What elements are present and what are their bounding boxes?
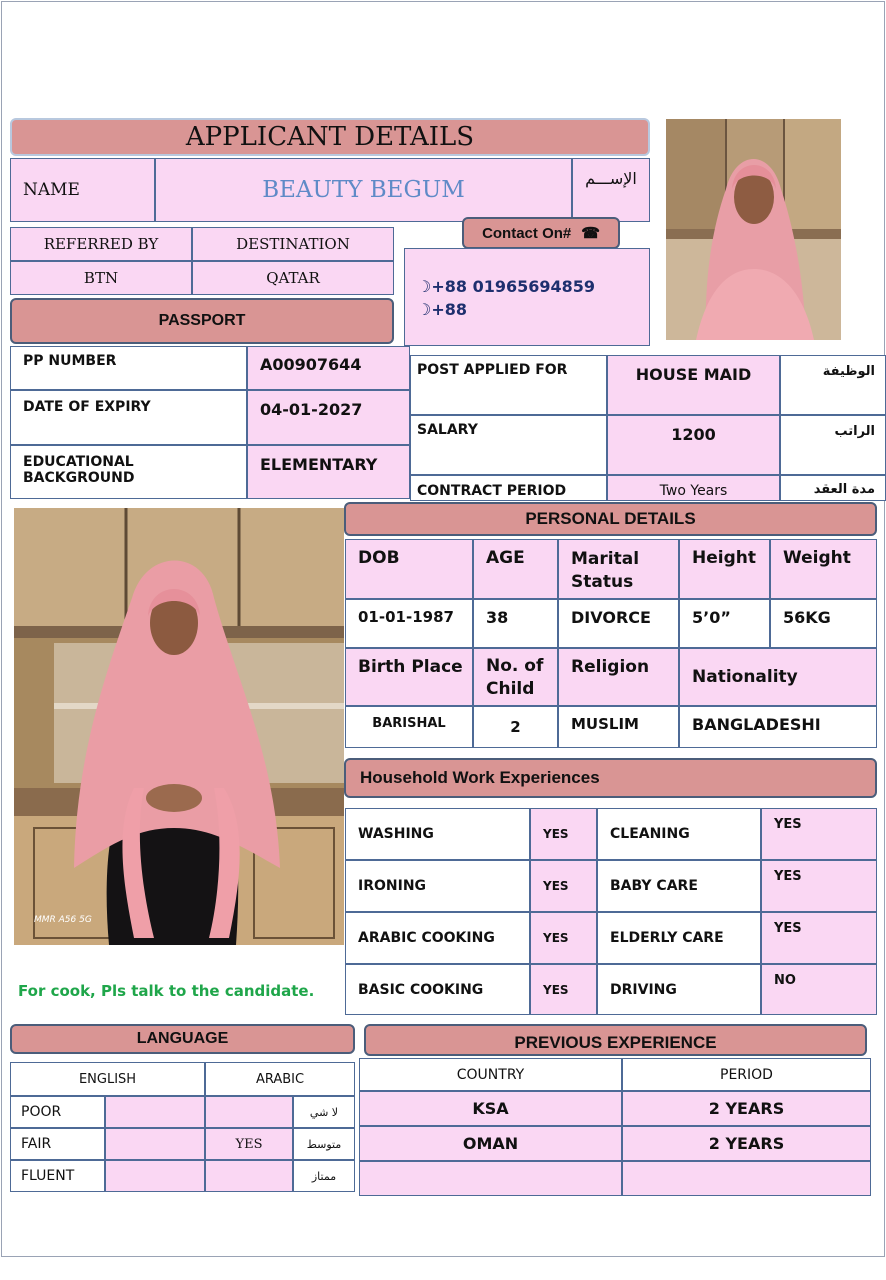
passport-header: PASSPORT xyxy=(10,298,394,344)
language-english-value xyxy=(105,1160,205,1192)
nationality-label: Nationality xyxy=(679,648,877,706)
phone-number-2[interactable]: ☽+88 xyxy=(417,300,468,319)
age-label: AGE xyxy=(473,539,558,599)
previous-period: 2 YEARS xyxy=(622,1126,871,1161)
language-header: LANGUAGE xyxy=(10,1024,355,1054)
household-header: Household Work Experiences xyxy=(344,758,877,798)
marital-value: DIVORCE xyxy=(558,599,679,648)
country-column-header: COUNTRY xyxy=(359,1058,622,1091)
dob-label: DOB xyxy=(345,539,473,599)
household-row-left-label: WASHING xyxy=(345,808,530,860)
previous-experience-header: PREVIOUS EXPERIENCE xyxy=(364,1024,867,1056)
language-arabic-value xyxy=(205,1096,293,1128)
household-row-left-label: ARABIC COOKING xyxy=(345,912,530,964)
previous-country: KSA xyxy=(359,1091,622,1126)
applicant-portrait-photo xyxy=(666,119,841,340)
previous-country: OMAN xyxy=(359,1126,622,1161)
previous-country xyxy=(359,1161,622,1196)
applicant-full-photo xyxy=(14,508,344,945)
household-row-right-value: YES xyxy=(761,860,877,912)
language-arabic-value: YES xyxy=(205,1128,293,1160)
previous-period xyxy=(622,1161,871,1196)
pp-number-label: PP NUMBER xyxy=(10,346,247,390)
dob-value: 01-01-1987 xyxy=(345,599,473,648)
children-value: 2 xyxy=(473,706,558,748)
religion-value: MUSLIM xyxy=(558,706,679,748)
post-label: POST APPLIED FOR xyxy=(410,355,607,415)
religion-label: Religion xyxy=(558,648,679,706)
household-row-right-value: NO xyxy=(761,964,877,1015)
contract-label: CONTRACT PERIOD xyxy=(410,475,607,501)
phone-icon: ☎ xyxy=(581,225,600,242)
birthplace-value: BARISHAL xyxy=(345,706,473,748)
language-level-label: FLUENT xyxy=(10,1160,105,1192)
weight-value: 56KG xyxy=(770,599,877,648)
name-label: NAME xyxy=(10,158,155,222)
expiry-label: DATE OF EXPIRY xyxy=(10,390,247,445)
referred-by-value: BTN xyxy=(10,261,192,295)
household-row-left-value: YES xyxy=(530,808,597,860)
birthplace-label: Birth Place xyxy=(345,648,473,706)
arabic-column-header: ARABIC xyxy=(205,1062,355,1096)
salary-value: 1200 xyxy=(607,415,780,475)
language-arabic-level: متوسط xyxy=(293,1128,355,1160)
referred-by-label: REFERRED BY xyxy=(10,227,192,261)
post-arabic-label: الوظيفة xyxy=(780,355,886,415)
post-value: HOUSE MAID xyxy=(607,355,780,415)
household-row-left-value: YES xyxy=(530,964,597,1015)
nationality-value: BANGLADESHI xyxy=(679,706,877,748)
contract-arabic-label: مدة العقد xyxy=(780,475,886,501)
english-column-header: ENGLISH xyxy=(10,1062,205,1096)
cook-note: For cook, Pls talk to the candidate. xyxy=(18,982,315,1000)
marital-label: Marital Status xyxy=(558,539,679,599)
language-english-value xyxy=(105,1096,205,1128)
destination-label: DESTINATION xyxy=(192,227,394,261)
language-arabic-level: لا شي xyxy=(293,1096,355,1128)
household-row-right-label: ELDERLY CARE xyxy=(597,912,761,964)
education-label: EDUCATIONAL BACKGROUND xyxy=(10,445,247,499)
salary-arabic-label: الراتب xyxy=(780,415,886,475)
phone-number-1[interactable]: ☽+88 01965694859 xyxy=(417,277,596,296)
household-row-right-label: CLEANING xyxy=(597,808,761,860)
contract-value: Two Years xyxy=(607,475,780,501)
language-level-label: FAIR xyxy=(10,1128,105,1160)
name-arabic-label: الإســـم xyxy=(572,158,650,222)
weight-label: Weight xyxy=(770,539,877,599)
household-row-left-value: YES xyxy=(530,912,597,964)
language-english-value xyxy=(105,1128,205,1160)
household-row-right-label: BABY CARE xyxy=(597,860,761,912)
destination-value: QATAR xyxy=(192,261,394,295)
language-level-label: POOR xyxy=(10,1096,105,1128)
period-column-header: PERIOD xyxy=(622,1058,871,1091)
photo-watermark: MMR A56 5G xyxy=(34,915,92,925)
contact-box xyxy=(404,248,650,346)
applicant-name: BEAUTY BEGUM xyxy=(155,158,572,222)
household-row-right-value: YES xyxy=(761,808,877,860)
language-arabic-value xyxy=(205,1160,293,1192)
household-row-right-value: YES xyxy=(761,912,877,964)
height-label: Height xyxy=(679,539,770,599)
education-value: ELEMENTARY xyxy=(247,445,410,499)
household-row-left-label: IRONING xyxy=(345,860,530,912)
salary-label: SALARY xyxy=(410,415,607,475)
contact-header xyxy=(462,217,620,249)
pp-number-value: A00907644 xyxy=(247,346,410,390)
household-row-right-label: DRIVING xyxy=(597,964,761,1015)
household-row-left-label: BASIC COOKING xyxy=(345,964,530,1015)
language-arabic-level: ممتاز xyxy=(293,1160,355,1192)
personal-details-header: PERSONAL DETAILS xyxy=(344,502,877,536)
age-value: 38 xyxy=(473,599,558,648)
contact-label: Contact On# xyxy=(482,224,572,242)
household-row-left-value: YES xyxy=(530,860,597,912)
previous-period: 2 YEARS xyxy=(622,1091,871,1126)
page-title: APPLICANT DETAILS xyxy=(10,118,650,156)
expiry-value: 04-01-2027 xyxy=(247,390,410,445)
height-value: 5’0” xyxy=(679,599,770,648)
children-label: No. of Child xyxy=(473,648,558,706)
